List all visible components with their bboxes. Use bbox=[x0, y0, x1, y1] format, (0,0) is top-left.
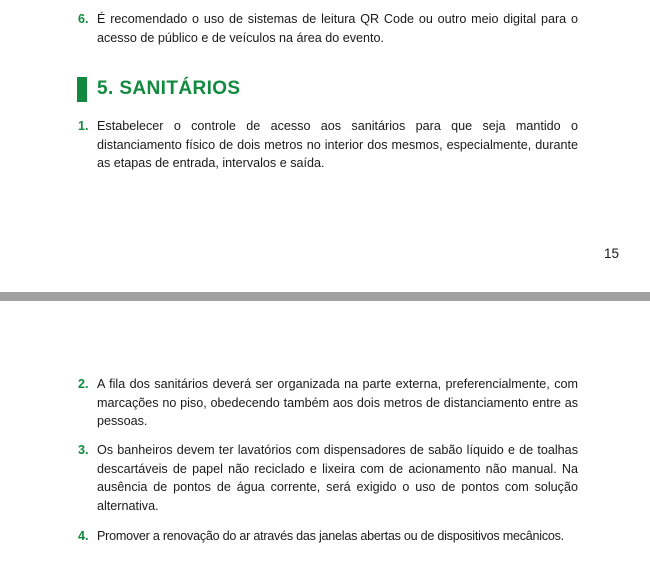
heading-accent-bar bbox=[77, 77, 87, 102]
list-item-3 bbox=[78, 441, 578, 515]
list-item-4 bbox=[78, 527, 578, 546]
list-item-text: Os banheiros devem ter lavatórios com dispensadores de sabão líquido e de toalhas descartáveis de papel não reciclado e lixeira com de acionamento não manual. Na ausência de pontos de água corrente, será exigido o uso de pontos com solução alternativa. bbox=[97, 443, 578, 513]
section-heading bbox=[77, 76, 241, 102]
list-item-text: É recomendado o uso de sistemas de leitura QR Code ou outro meio digital para o acesso de público e de veículos na área do evento. bbox=[97, 12, 578, 45]
list-item-number: 1. bbox=[78, 119, 89, 133]
list-item-number: 3. bbox=[78, 443, 89, 457]
list-item-number: 4. bbox=[78, 529, 89, 543]
page-separator bbox=[0, 292, 650, 301]
list-item-text: A fila dos sanitários deverá ser organizada na parte externa, preferencialmente, com marcações no piso, obedecendo também aos dois metros de distanciamento entre as pessoas. bbox=[97, 377, 578, 428]
list-item-number: 2. bbox=[78, 377, 89, 391]
list-item-1 bbox=[78, 117, 578, 173]
list-item-2 bbox=[78, 375, 578, 431]
list-item-text: Estabelecer o controle de acesso aos sanitários para que seja mantido o distanciamento físico de dois metros no interior dos mesmos, especialmente, durante as etapas de entrada, intervalos e saída. bbox=[97, 119, 578, 170]
page-number: 15 bbox=[603, 246, 619, 261]
document-page-bottom bbox=[0, 301, 650, 570]
list-item-number: 6. bbox=[78, 12, 89, 26]
list-item-6 bbox=[78, 10, 578, 47]
section-title: 5. SANITÁRIOS bbox=[97, 78, 241, 99]
list-item-text: Promover a renovação do ar através das janelas abertas ou de dispositivos mecânicos. bbox=[97, 529, 564, 543]
